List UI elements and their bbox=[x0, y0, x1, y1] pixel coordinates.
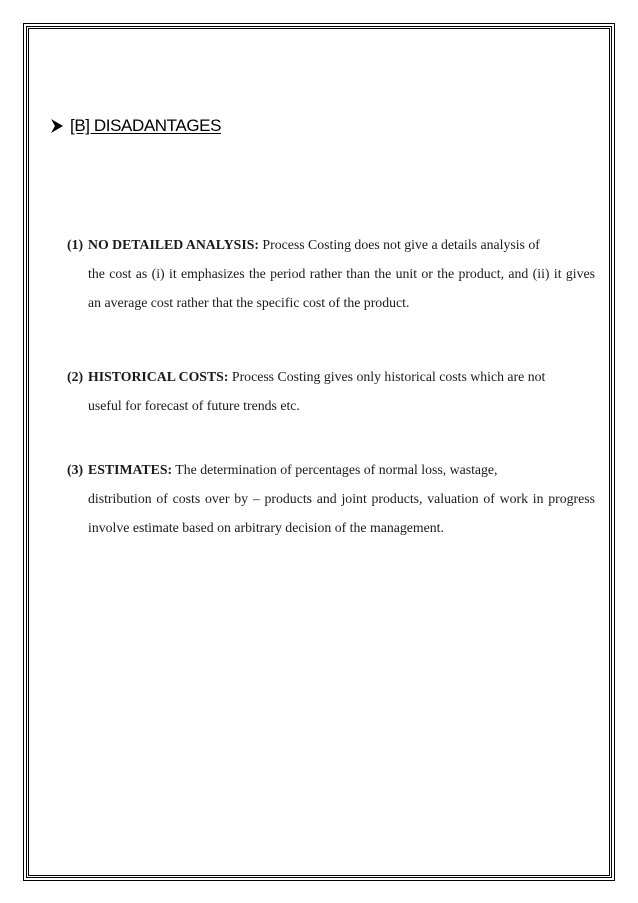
list-item bbox=[67, 362, 595, 420]
item-number: (2) bbox=[67, 369, 84, 384]
item-title: HISTORICAL COSTS: bbox=[88, 369, 229, 384]
item-continuation: the cost as (i) it emphasizes the period rather than the unit or the product, and (ii) it gives an average cost rather that the specific cost of the product. bbox=[88, 266, 595, 310]
arrow-bullet-icon bbox=[50, 118, 64, 134]
list-item bbox=[67, 230, 595, 317]
item-continuation: distribution of costs over by – products and joint products, valuation of work in progress involve estimate based on arbitrary decision of the management. bbox=[88, 491, 595, 535]
item-first-line: Process Costing does not give a details analysis of bbox=[258, 237, 540, 252]
page-border bbox=[26, 26, 612, 878]
item-number: (1) bbox=[67, 237, 84, 252]
item-continuation: useful for forecast of future trends etc. bbox=[88, 398, 300, 413]
item-first-line: Process Costing gives only historical costs which are not bbox=[228, 369, 546, 384]
heading-text: [B] DISADANTAGES bbox=[70, 116, 222, 135]
list-item bbox=[67, 455, 595, 542]
section-heading bbox=[50, 116, 221, 136]
item-number: (3) bbox=[67, 462, 84, 477]
item-first-line: The determination of percentages of normal loss, wastage, bbox=[172, 462, 498, 477]
item-title: ESTIMATES: bbox=[88, 462, 173, 477]
item-title: NO DETAILED ANALYSIS: bbox=[88, 237, 259, 252]
